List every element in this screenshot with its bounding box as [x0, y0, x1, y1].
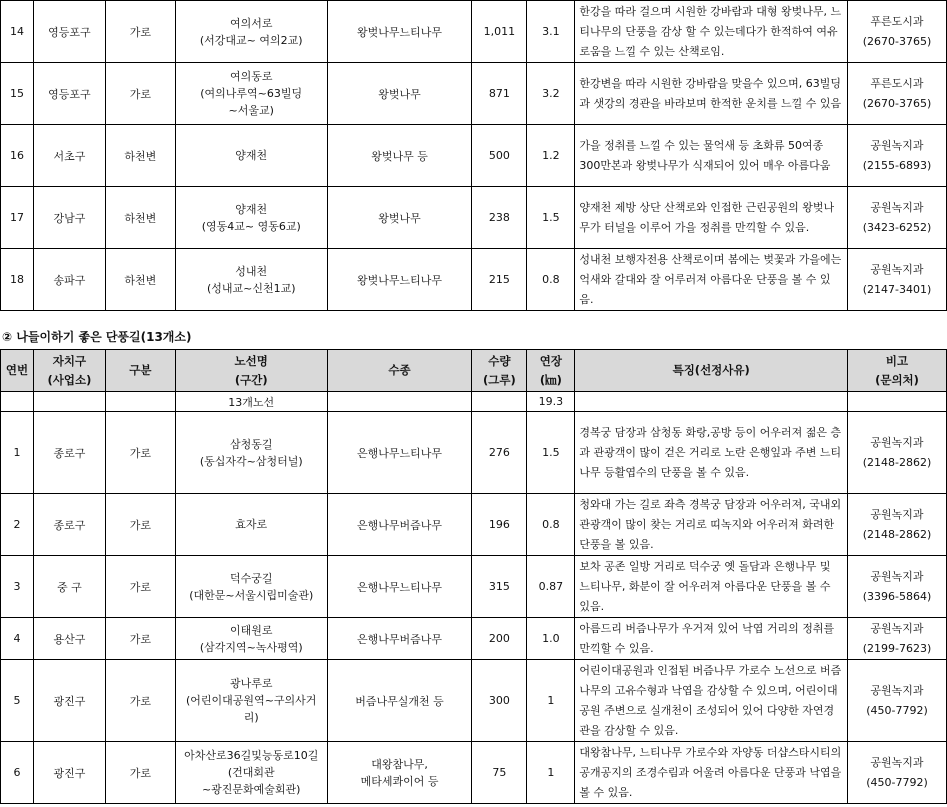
length-cell: 3.2 — [527, 63, 575, 125]
route-cell: 성내천 (성내교~신천1교) — [175, 249, 327, 311]
row-number: 18 — [1, 249, 34, 311]
species-cell: 대왕참나무, 메타세콰이어 등 — [327, 742, 472, 804]
table-row — [1, 660, 947, 742]
district-cell: 광진구 — [33, 742, 105, 804]
row-number: 5 — [1, 660, 34, 742]
route-cell: 효자로 — [175, 494, 327, 556]
type-cell: 하천변 — [105, 249, 175, 311]
count-cell: 500 — [472, 125, 527, 187]
length-cell: 3.1 — [527, 1, 575, 63]
row-number: 4 — [1, 618, 34, 660]
district-cell: 용산구 — [33, 618, 105, 660]
row-number: 3 — [1, 556, 34, 618]
feature-cell: 가을 정취를 느낄 수 있는 물억새 등 초화류 50여종 300만본과 왕벚나무가 식재되어 있어 매우 아름다움 — [575, 125, 848, 187]
species-cell: 왕벚나무 — [327, 187, 472, 249]
length-cell: 1.0 — [527, 618, 575, 660]
count-cell: 276 — [472, 412, 527, 494]
species-cell: 왕벚나무느티나무 — [327, 249, 472, 311]
species-cell: 버즘나무실개천 등 — [327, 660, 472, 742]
contact-cell: 공원녹지과 (3423-6252) — [848, 187, 947, 249]
route-cell: 삼청동길 (동십자각~삼청터널) — [175, 412, 327, 494]
district-cell: 영등포구 — [33, 63, 105, 125]
species-cell: 왕벚나무 등 — [327, 125, 472, 187]
count-cell: 1,011 — [472, 1, 527, 63]
count-cell: 315 — [472, 556, 527, 618]
route-cell: 이태원로 (삼각지역~녹사평역) — [175, 618, 327, 660]
length-cell: 1.5 — [527, 187, 575, 249]
contact-cell: 공원녹지과 (2155-6893) — [848, 125, 947, 187]
count-cell: 871 — [472, 63, 527, 125]
district-cell: 광진구 — [33, 660, 105, 742]
district-cell: 강남구 — [33, 187, 105, 249]
species-cell: 은행나무버즘나무 — [327, 618, 472, 660]
length-cell: 0.87 — [527, 556, 575, 618]
summary-route-count: 13개노선 — [175, 392, 327, 412]
header-feature: 특징(선정사유) — [575, 350, 848, 392]
contact-cell: 공원녹지과 (2199-7623) — [848, 618, 947, 660]
table-row — [1, 412, 947, 494]
length-cell: 1.5 — [527, 412, 575, 494]
header-no: 연번 — [1, 350, 34, 392]
type-cell: 가로 — [105, 742, 175, 804]
table-row — [1, 556, 947, 618]
length-cell: 0.8 — [527, 249, 575, 311]
header-length: 연장 (㎞) — [527, 350, 575, 392]
district-cell: 종로구 — [33, 494, 105, 556]
type-cell: 하천변 — [105, 125, 175, 187]
feature-cell: 청와대 가는 길로 좌측 경복궁 담장과 어우러져, 국내외 관광객이 많이 찾는 거리로 띠녹지와 어우러져 화려한 단풍을 볼 있음. — [575, 494, 848, 556]
length-cell: 1 — [527, 660, 575, 742]
length-cell: 0.8 — [527, 494, 575, 556]
route-cell: 아차산로36길및능동로10길 (건대회관 ~광진문화예술회관) — [175, 742, 327, 804]
table-row — [1, 187, 947, 249]
type-cell: 가로 — [105, 412, 175, 494]
district-cell: 중 구 — [33, 556, 105, 618]
contact-cell: 공원녹지과 (3396-5864) — [848, 556, 947, 618]
row-number: 17 — [1, 187, 34, 249]
summary-total-length: 19.3 — [527, 392, 575, 412]
header-species: 수종 — [327, 350, 472, 392]
header-row — [1, 350, 947, 392]
route-cell: 양재천 — [175, 125, 327, 187]
type-cell: 가로 — [105, 660, 175, 742]
feature-cell: 보차 공존 일방 거리로 덕수궁 옛 돌담과 은행나무 및 느티나무, 화분이 잘 어우러져 아름다운 단풍을 볼 수 있음. — [575, 556, 848, 618]
header-district: 자치구 (사업소) — [33, 350, 105, 392]
type-cell: 가로 — [105, 494, 175, 556]
count-cell: 215 — [472, 249, 527, 311]
feature-cell: 어린이대공원과 인접된 버즘나무 가로수 노선으로 버즘나무의 고유수형과 낙엽을 감상할 수 있으며, 어린이대공원 주변으로 실개천이 조성되어 있어 다양한 자연경관을 감상할 수 있음. — [575, 660, 848, 742]
route-cell: 여의서로 (서강대교~ 여의2교) — [175, 1, 327, 63]
count-cell: 200 — [472, 618, 527, 660]
count-cell: 300 — [472, 660, 527, 742]
length-cell: 1.2 — [527, 125, 575, 187]
species-cell: 왕벚나무느티나무 — [327, 1, 472, 63]
summary-row — [1, 392, 947, 412]
table-row — [1, 1, 947, 63]
type-cell: 하천변 — [105, 187, 175, 249]
route-cell: 양재천 (영동4교~ 영동6교) — [175, 187, 327, 249]
row-number: 2 — [1, 494, 34, 556]
type-cell: 가로 — [105, 63, 175, 125]
feature-cell: 한강을 따라 걸으며 시원한 강바람과 대형 왕벚나무, 느티나무의 단풍을 감상 할 수 있는데다가 한적하여 여유로움을 느낄 수 있는 산책로임. — [575, 1, 848, 63]
table-row — [1, 618, 947, 660]
table-row — [1, 63, 947, 125]
length-cell: 1 — [527, 742, 575, 804]
district-cell: 영등포구 — [33, 1, 105, 63]
table-row — [1, 125, 947, 187]
contact-cell: 공원녹지과 (450-7792) — [848, 660, 947, 742]
top-table — [0, 0, 947, 311]
district-cell: 종로구 — [33, 412, 105, 494]
row-number: 16 — [1, 125, 34, 187]
district-cell: 서초구 — [33, 125, 105, 187]
row-number: 14 — [1, 1, 34, 63]
autumn-leaves-table — [0, 349, 947, 804]
feature-cell: 양재천 제방 상단 산책로와 인접한 근린공원의 왕벚나무가 터널을 이루어 가을 정취를 만끽할 수 있음. — [575, 187, 848, 249]
feature-cell: 대왕참나무, 느티나무 가로수와 자양동 더샵스타시티의 공개공지의 조경수림과 어울려 아름다운 단풍과 낙엽을 볼 수 있음. — [575, 742, 848, 804]
type-cell: 가로 — [105, 1, 175, 63]
species-cell: 왕벚나무 — [327, 63, 472, 125]
contact-cell: 공원녹지과 (2147-3401) — [848, 249, 947, 311]
feature-cell: 성내천 보행자전용 산책로이며 봄에는 벚꽃과 가을에는 억새와 갈대와 잘 어루러져 아름다운 단풍을 볼 수 있음. — [575, 249, 848, 311]
species-cell: 은행나무느티나무 — [327, 556, 472, 618]
table-row — [1, 742, 947, 804]
route-cell: 여의동로 (여의나루역~63빌딩 ~서울교) — [175, 63, 327, 125]
table-row — [1, 494, 947, 556]
row-number: 6 — [1, 742, 34, 804]
type-cell: 가로 — [105, 556, 175, 618]
row-number: 15 — [1, 63, 34, 125]
contact-cell: 푸른도시과 (2670-3765) — [848, 63, 947, 125]
count-cell: 238 — [472, 187, 527, 249]
route-cell: 덕수궁길 (대한문~서울시립미술관) — [175, 556, 327, 618]
contact-cell: 공원녹지과 (2148-2862) — [848, 494, 947, 556]
feature-cell: 한강변을 따라 시원한 강바람을 맞을수 있으며, 63빌딩과 샛강의 경관을 바라보며 한적한 운치를 느낄 수 있음 — [575, 63, 848, 125]
species-cell: 은행나무느티나무 — [327, 412, 472, 494]
header-route: 노선명 (구간) — [175, 350, 327, 392]
header-count: 수량 (그루) — [472, 350, 527, 392]
count-cell: 75 — [472, 742, 527, 804]
contact-cell: 푸른도시과 (2670-3765) — [848, 1, 947, 63]
header-type: 구분 — [105, 350, 175, 392]
header-note: 비고 (문의처) — [848, 350, 947, 392]
species-cell: 은행나무버즘나무 — [327, 494, 472, 556]
contact-cell: 공원녹지과 (450-7792) — [848, 742, 947, 804]
row-number: 1 — [1, 412, 34, 494]
type-cell: 가로 — [105, 618, 175, 660]
contact-cell: 공원녹지과 (2148-2862) — [848, 412, 947, 494]
route-cell: 광나루로 (어린이대공원역~구의사거 리) — [175, 660, 327, 742]
district-cell: 송파구 — [33, 249, 105, 311]
section-heading: ② 나들이하기 좋은 단풍길(13개소) — [2, 330, 192, 344]
count-cell: 196 — [472, 494, 527, 556]
feature-cell: 아름드리 버즘나무가 우거져 있어 낙엽 거리의 정취를 만끽할 수 있음. — [575, 618, 848, 660]
table-row — [1, 249, 947, 311]
feature-cell: 경복궁 담장과 삼청동 화랑,공방 등이 어우러져 젊은 층과 관광객이 많이 걷은 거리로 노란 은행잎과 주변 느티나무 등활엽수의 단풍을 볼 수 있음. — [575, 412, 848, 494]
